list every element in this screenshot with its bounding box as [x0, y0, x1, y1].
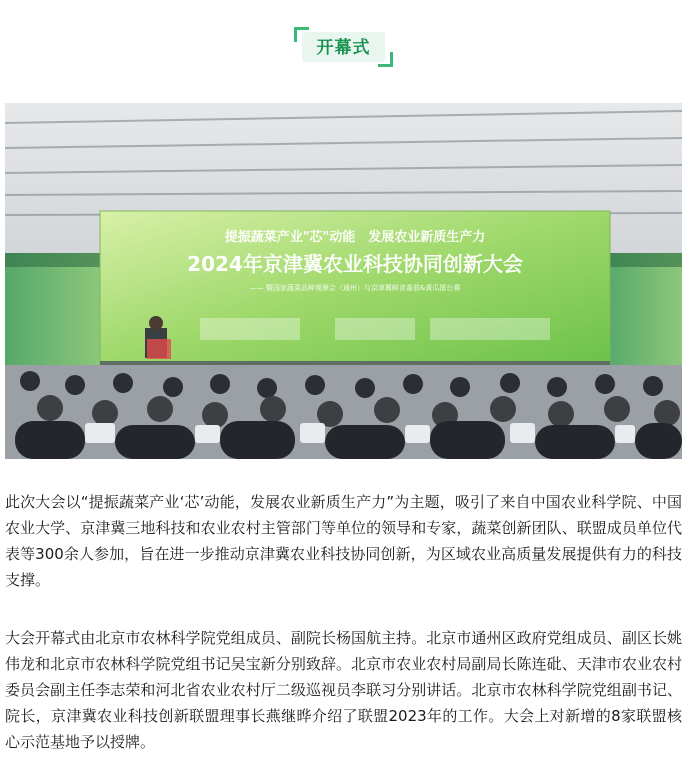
section-heading	[294, 27, 393, 67]
paragraph-theme: 此次大会以“提振蔬菜产业‘芯’动能，发展农业新质生产力”为主题，吸引了来自中国农业科学院、中国农业大学、京津冀三地科技和农业农村主管部门等单位的领导和专家，蔬菜创新团队、联盟成员单位代表等300余人参加，旨在进一步推动京津冀农业科技协同创新，为区域农业高质量发展提供有力的科技支撑。	[5, 493, 682, 589]
section-title: 开幕式	[316, 38, 371, 58]
screen-title: 2024年京津冀农业科技协同创新大会	[187, 252, 523, 276]
paragraph-opening: 大会开幕式由北京市农林科学院党组成员、副院长杨国航主持。北京市通州区政府党组成员、副区长姚伟龙和北京市农林科学院党组书记吴宝新分别致辞。北京市农业农村局副局长陈连砒、天津市农业农村委员会副主任李志荣和河北省农业农村厅二级巡视员李联习分别讲话。北京市农林科学院党组副书记、院长，京津冀农业科技创新联盟理事长燕继晔介绍了联盟2023年的工作。大会上对新增的8家联盟核心示范基地予以授牌。	[5, 629, 682, 751]
screen-slogan: 提振蔬菜产业"芯"动能 发展农业新质生产力	[224, 230, 486, 245]
screen-subtitle: —— 暨国家蔬菜品种观摩会（通州）与京津冀鲜食番茄&黄瓜擂台赛	[249, 284, 461, 292]
conference-photo	[5, 103, 682, 459]
